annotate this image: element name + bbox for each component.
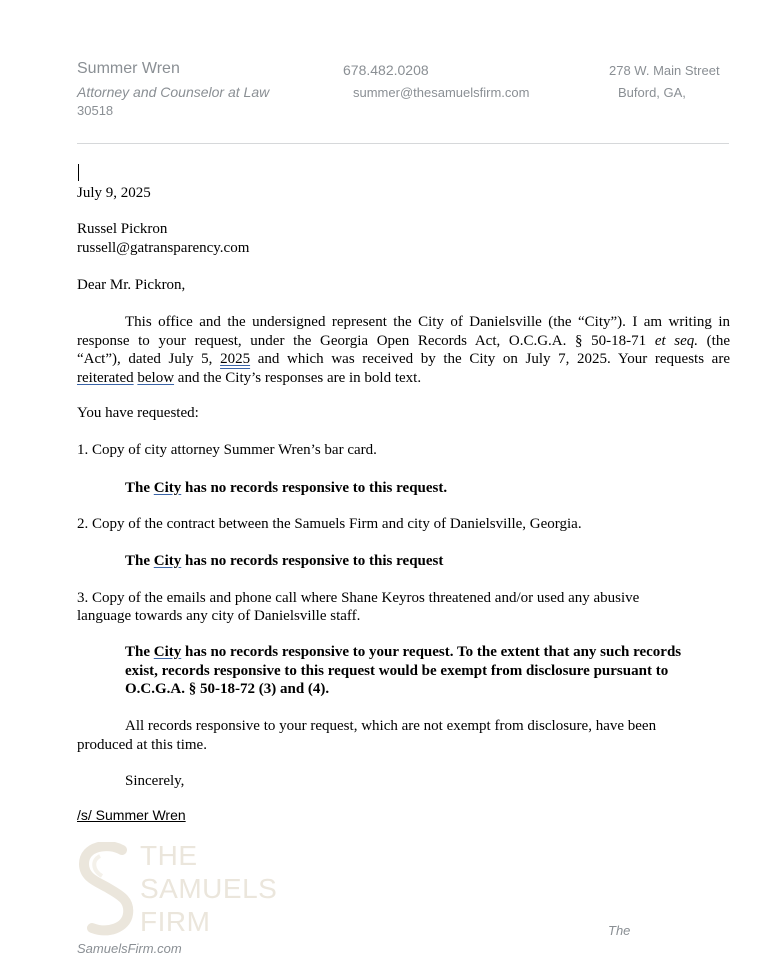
- signature: /s/ Summer Wren: [77, 807, 186, 823]
- response-3: The City has no records responsive to your request. To the extent that any such records exist, records responsive to this request would be exempt from disclosure pursuant to O.C.G.A. § 50-18-72 (3) and (4).: [125, 644, 682, 697]
- logo-line-2: SAMUELS: [140, 873, 278, 904]
- closing-line-2: produced at this time.: [77, 737, 207, 753]
- intro-line-4: reiterated below and the City’s responses are in bold text.: [77, 369, 422, 386]
- logo-line-1: THE: [140, 840, 198, 871]
- request-3-line-1: 3. Copy of the emails and phone call where Shane Keyros threatened and/or used any abusive: [77, 590, 640, 606]
- response-1: The City has no records responsive to this request.: [125, 480, 448, 496]
- text-cursor: [78, 164, 79, 181]
- requested-label: You have requested:: [77, 405, 199, 421]
- firm-city: Buford, GA,: [618, 85, 686, 100]
- request-3-line-2: language towards any city of Danielsville staff.: [77, 608, 361, 624]
- request-2: 2. Copy of the contract between the Samuels Firm and city of Danielsville, Georgia.: [77, 516, 582, 532]
- intro-line-1: This office and the undersigned represent the City of Danielsville (the “City”). I am writing in: [125, 314, 730, 330]
- letter-date: July 9, 2025: [77, 185, 151, 201]
- logo-line-3: FIRM: [140, 906, 211, 937]
- intro-line-2: response to your request, under the Georgia Open Records Act, O.C.G.A. § 50-18-71 et seq. (the: [77, 332, 730, 349]
- attorney-name: Summer Wren: [77, 60, 180, 77]
- intro-line-3: “Act”), dated July 5, 2025 and which was received by the City on July 7, 2025. Your requests are: [77, 351, 730, 367]
- response-2: The City has no records responsive to this request: [125, 553, 444, 569]
- footer-website: SamuelsFirm.com: [77, 941, 182, 956]
- firm-zip: 30518: [77, 103, 114, 118]
- closing-line-1: All records responsive to your request, which are not exempt from disclosure, have been: [125, 718, 657, 734]
- firm-street: 278 W. Main Street: [609, 63, 720, 78]
- recipient-name: Russel Pickron: [77, 221, 168, 237]
- firm-phone: 678.482.0208: [343, 62, 429, 78]
- letterhead-divider: [77, 143, 729, 144]
- attorney-title: Attorney and Counselor at Law: [77, 84, 270, 100]
- recipient-email: russell@gatransparency.com: [77, 240, 250, 256]
- salutation: Dear Mr. Pickron,: [77, 277, 186, 293]
- signoff: Sincerely,: [125, 773, 185, 789]
- intro-paragraph: [77, 313, 730, 387]
- firm-logo: [78, 842, 308, 942]
- footer-trailing-text: The: [608, 923, 631, 938]
- request-1: 1. Copy of city attorney Summer Wren’s bar card.: [77, 442, 377, 458]
- firm-logo-s-icon: [78, 842, 140, 940]
- firm-email: summer@thesamuelsfirm.com: [353, 85, 530, 100]
